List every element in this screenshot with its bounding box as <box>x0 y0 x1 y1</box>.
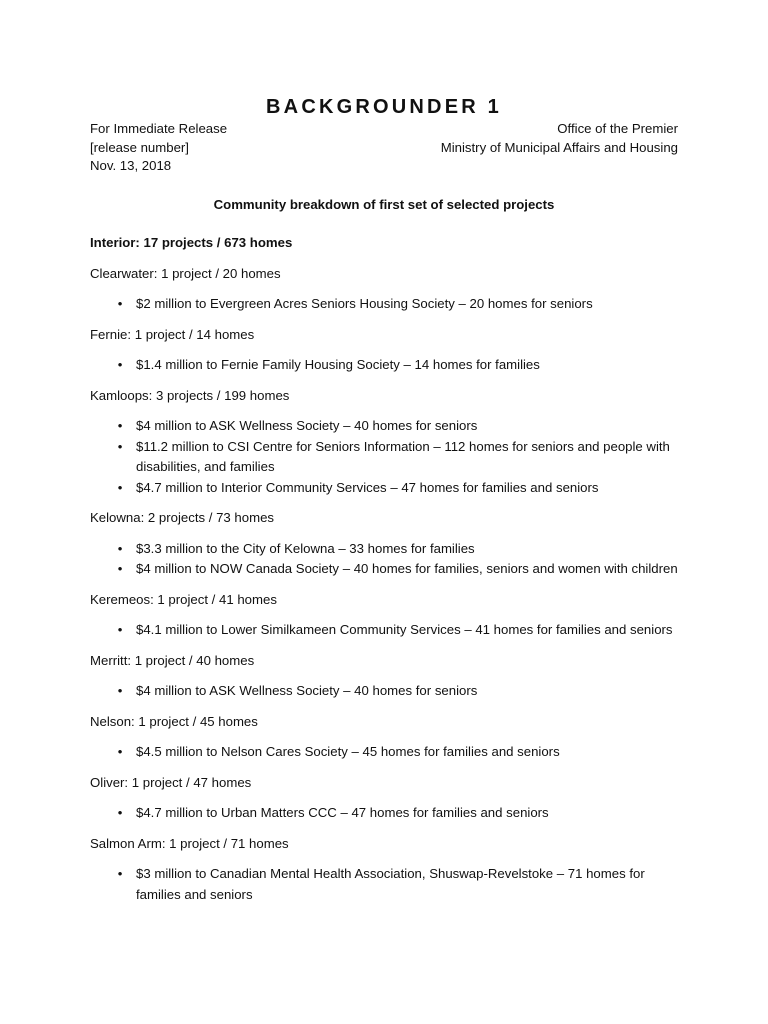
bullet-icon: • <box>117 744 123 759</box>
region-heading: Interior: 17 projects / 673 homes <box>90 235 293 250</box>
bullet-icon: • <box>117 357 123 372</box>
project-text: $1.4 million to Fernie Family Housing Society – 14 homes for families <box>136 357 540 372</box>
release-status: For Immediate Release <box>90 121 228 136</box>
bullet-icon: • <box>117 561 123 576</box>
office-name: Office of the Premier <box>557 121 678 136</box>
project-list <box>90 539 680 580</box>
project-item <box>90 864 680 905</box>
bullet-icon: • <box>117 683 123 698</box>
project-text: $2 million to Evergreen Acres Seniors Housing Society – 20 homes for seniors <box>136 296 593 311</box>
project-list <box>90 620 680 641</box>
project-item <box>90 539 680 560</box>
project-list <box>90 355 680 376</box>
project-list <box>90 742 680 763</box>
bullet-icon: • <box>117 438 123 454</box>
project-text: $4.5 million to Nelson Cares Society – 45 homes for families and seniors <box>136 744 560 759</box>
bullet-icon: • <box>117 479 123 495</box>
document-title: BACKGROUNDER 1 <box>266 96 502 118</box>
issuing-offices <box>441 120 678 157</box>
project-text: $4 million to NOW Canada Society – 40 homes for families, seniors and women with children <box>136 561 678 576</box>
community-heading: Kamloops: 3 projects / 199 homes <box>90 387 290 403</box>
project-list <box>90 416 680 498</box>
document-subtitle: Community breakdown of first set of selected projects <box>213 197 555 212</box>
project-text: $4.7 million to Interior Community Services – 47 homes for families and seniors <box>136 479 599 495</box>
project-list <box>90 803 680 824</box>
community-heading: Salmon Arm: 1 project / 71 homes <box>90 835 289 851</box>
release-info <box>90 120 227 176</box>
ministry-name: Ministry of Municipal Affairs and Housing <box>440 139 678 155</box>
project-item <box>90 294 680 315</box>
community-heading: Oliver: 1 project / 47 homes <box>90 774 252 790</box>
project-text: $11.2 million to CSI Centre for Seniors Information – 112 homes for seniors and people with disabilities, and families <box>136 438 670 474</box>
bullet-icon: • <box>117 805 123 820</box>
community-heading: Keremeos: 1 project / 41 homes <box>90 591 277 607</box>
project-breakdown <box>90 233 680 915</box>
project-item <box>90 742 680 763</box>
community-list <box>90 264 680 906</box>
release-date: Nov. 13, 2018 <box>90 158 172 173</box>
project-item <box>90 478 680 499</box>
project-text: $3.3 million to the City of Kelowna – 33 homes for families <box>136 540 475 556</box>
project-list <box>90 864 680 905</box>
community-heading: Fernie: 1 project / 14 homes <box>90 326 255 342</box>
bullet-icon: • <box>117 540 123 556</box>
project-text: $4 million to ASK Wellness Society – 40 homes for seniors <box>136 418 478 433</box>
project-item <box>90 355 680 376</box>
release-number: [release number] <box>90 139 189 155</box>
project-text: $4.1 million to Lower Similkameen Community Services – 41 homes for families and seniors <box>136 622 673 637</box>
project-item <box>90 416 680 437</box>
community-heading: Kelowna: 2 projects / 73 homes <box>90 510 274 525</box>
project-text: $3 million to Canadian Mental Health Association, Shuswap-Revelstoke – 71 homes for families and seniors <box>136 866 645 902</box>
project-item <box>90 803 680 824</box>
project-text: $4.7 million to Urban Matters CCC – 47 homes for families and seniors <box>136 805 549 820</box>
project-list <box>90 681 680 702</box>
community-heading: Clearwater: 1 project / 20 homes <box>90 265 281 281</box>
bullet-icon: • <box>117 866 123 881</box>
project-text: $4 million to ASK Wellness Society – 40 homes for seniors <box>136 683 478 698</box>
bullet-icon: • <box>117 418 123 433</box>
project-item <box>90 620 680 641</box>
project-list <box>90 294 680 315</box>
project-item <box>90 681 680 702</box>
project-item <box>90 437 680 478</box>
community-heading: Nelson: 1 project / 45 homes <box>90 713 258 729</box>
bullet-icon: • <box>117 296 123 311</box>
bullet-icon: • <box>117 622 123 637</box>
project-item <box>90 559 680 580</box>
community-heading: Merritt: 1 project / 40 homes <box>90 652 255 668</box>
